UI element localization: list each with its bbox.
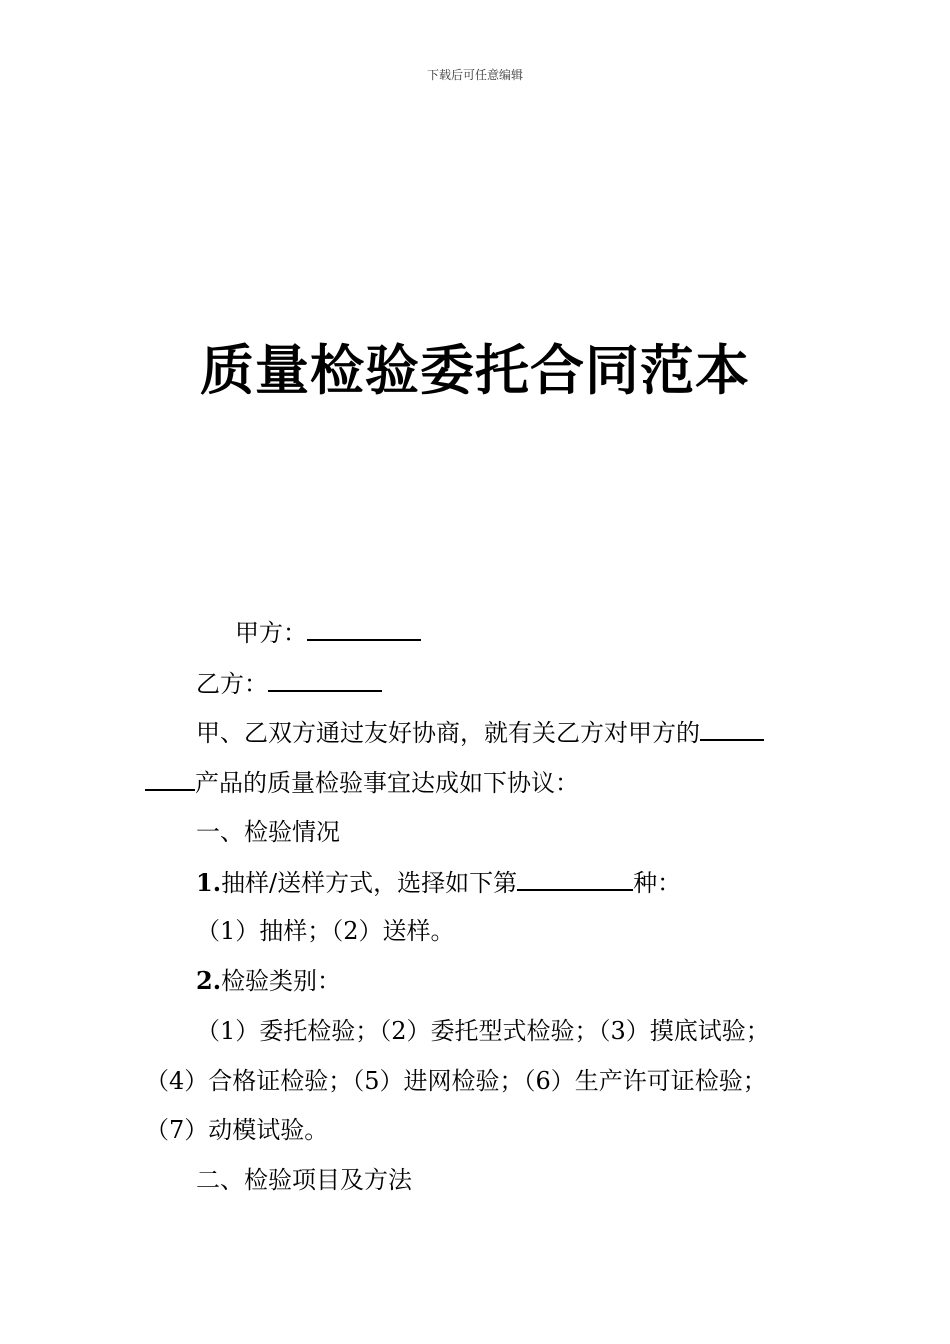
intro-text-1: 甲、乙双方通过友好协商，就有关乙方对甲方的: [196, 719, 700, 747]
intro-line-2: [145, 767, 579, 798]
header-note: 下载后可任意编辑: [426, 68, 523, 82]
inspection-types-line-1: （1）委托检验；（2）委托型式检验；（3）摸底试验；: [196, 1017, 770, 1045]
section1-item1-options: （1）抽样；（2）送样。: [196, 917, 455, 945]
party-a-line: [235, 617, 421, 648]
inspection-types-line-2: （4）合格证检验；（5）进网检验；（6）生产许可证检验；: [145, 1067, 767, 1095]
section1-heading: 一、检验情况: [196, 818, 340, 846]
party-b-blank[interactable]: [268, 668, 382, 692]
section1-item1: [196, 867, 681, 898]
product-blank-part2[interactable]: [145, 767, 195, 791]
document-title: 质量检验委托合同范本: [200, 338, 750, 402]
party-a-label: 甲方：: [235, 619, 307, 647]
party-b-label: 乙方：: [196, 670, 268, 698]
intro-line-1: [196, 717, 764, 748]
item2-text: 检验类别：: [221, 967, 342, 995]
intro-text-2: 产品的质量检验事宜达成如下协议：: [195, 769, 579, 797]
item1-suffix: 种：: [633, 869, 682, 897]
section1-item2: [196, 966, 341, 996]
item1-number: 1.: [196, 868, 222, 897]
item2-number: 2.: [196, 966, 222, 995]
party-a-blank[interactable]: [307, 617, 421, 641]
party-b-line: [196, 668, 382, 699]
product-blank-part1[interactable]: [700, 717, 764, 741]
inspection-types-line-3: （7）动模试验。: [145, 1116, 329, 1144]
sampling-choice-blank[interactable]: [517, 867, 633, 891]
section2-heading: 二、检验项目及方法: [196, 1166, 412, 1194]
item1-text: 抽样/送样方式，选择如下第: [221, 869, 518, 897]
